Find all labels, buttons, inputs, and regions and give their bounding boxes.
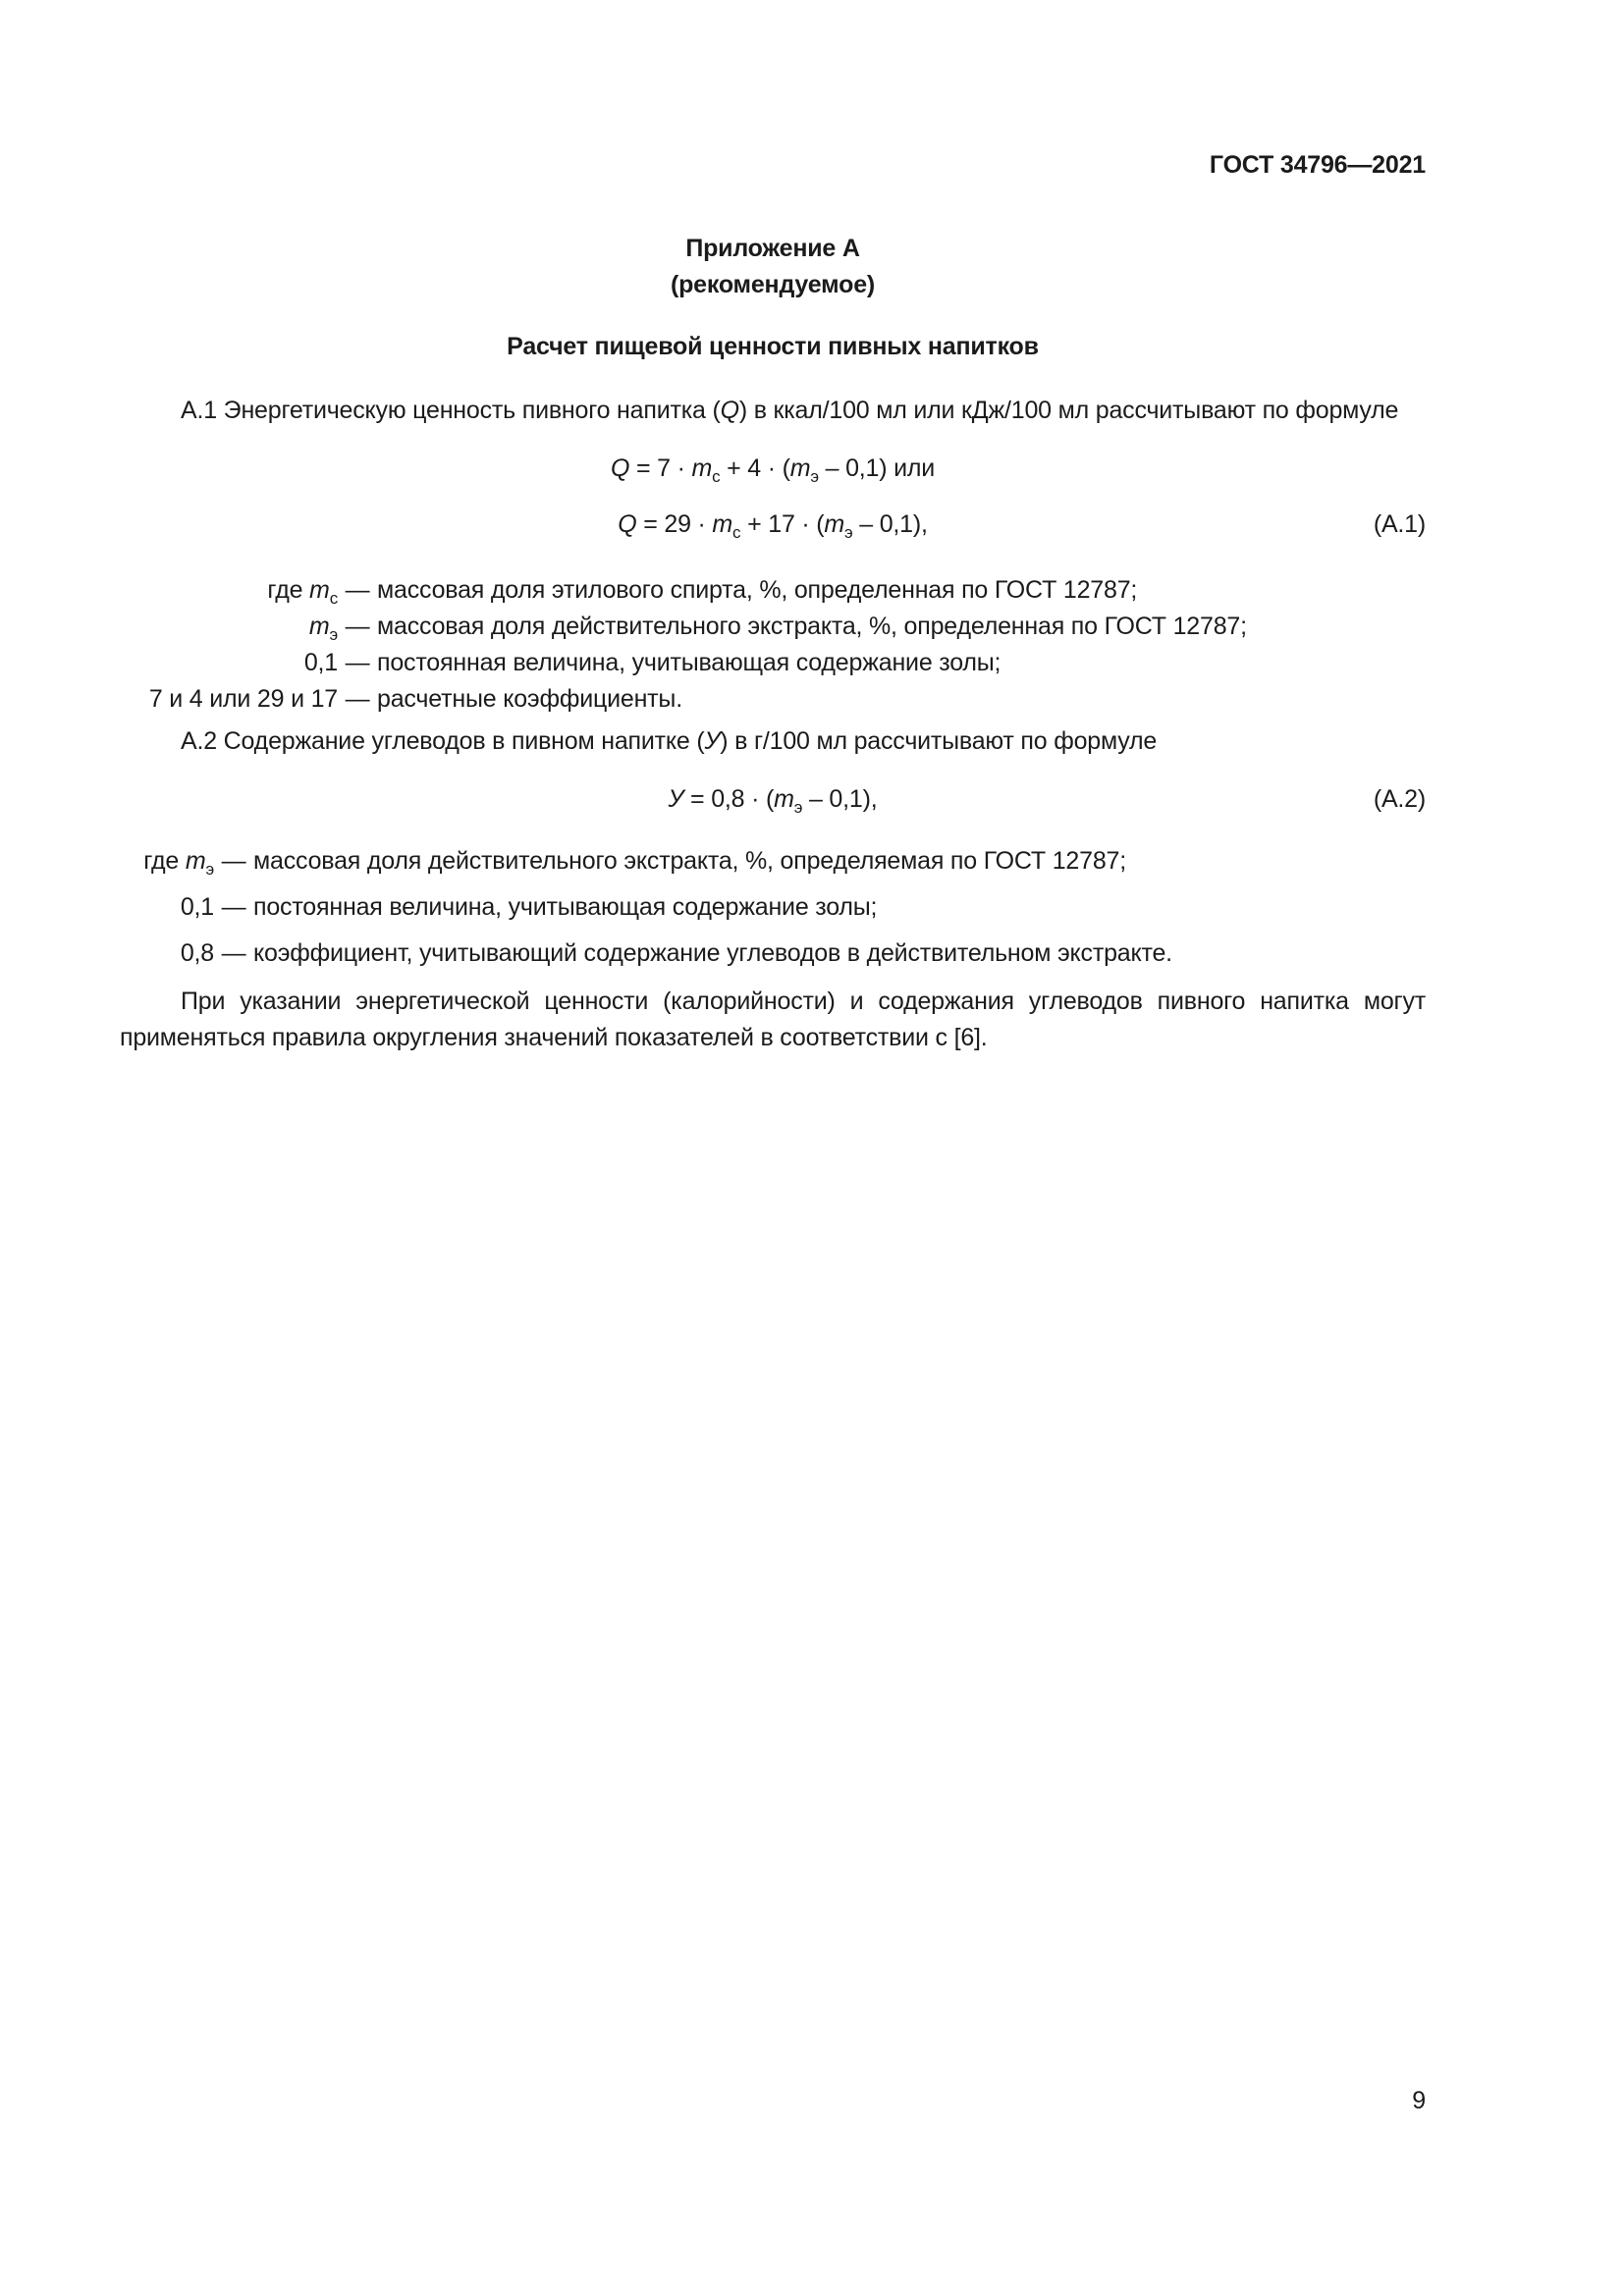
formula-variable-m: m — [789, 454, 811, 482]
definition-row — [120, 889, 1426, 926]
definition-text: массовая доля этилового спирта, %, определенная по ГОСТ 12787; — [377, 576, 1138, 604]
term-subscript: э — [329, 625, 338, 644]
term-subscript: э — [205, 860, 214, 879]
definition-dash: — — [221, 847, 246, 875]
definition-dash: — — [345, 685, 370, 713]
variable-q: Q — [720, 397, 739, 424]
definition-term — [120, 572, 338, 609]
definition-dash: — — [345, 613, 370, 640]
definition-term — [120, 609, 338, 645]
formula-number-a2: (А.2) — [1373, 785, 1426, 813]
formula-variable: Q — [618, 510, 637, 538]
page-number: 9 — [1412, 2087, 1426, 2114]
term-prefix: 0,1 — [180, 893, 214, 921]
formula-variable: У — [668, 785, 684, 813]
definition-text: постоянная величина, учитывающая содержание золы; — [377, 649, 1001, 676]
definition-row — [120, 572, 1426, 609]
formula-variable-m: m — [824, 510, 845, 538]
subscript-e: э — [810, 467, 819, 486]
definition-term — [120, 843, 214, 880]
formula-text: – 0,1), — [852, 510, 928, 538]
formula-text: = 0,8 · ( — [683, 785, 775, 813]
definition-row — [120, 645, 1426, 681]
closing-paragraph: При указании энергетической ценности (калорийности) и содержания углеводов пивного напитка могут применяться правила округления значений показателей в соответствии с [6]. — [120, 988, 1426, 1051]
definition-row — [120, 681, 1426, 718]
formula-a2 — [120, 781, 1426, 818]
variable-u: У — [704, 727, 721, 755]
formula-variable-m: m — [712, 510, 733, 538]
definition-term — [120, 681, 338, 718]
page-content — [120, 0, 1426, 1056]
paragraph-a2 — [120, 723, 1426, 760]
subscript-e: э — [844, 523, 853, 542]
term-prefix: где — [143, 847, 186, 875]
term-variable: m — [185, 847, 206, 875]
paragraph-a1-text-1: А.1 Энергетическую ценность пивного напитка ( — [181, 397, 721, 424]
appendix-label: Приложение А — [685, 235, 860, 262]
term-variable: m — [309, 576, 330, 604]
term-variable: m — [308, 613, 330, 640]
definition-dash: — — [345, 649, 370, 676]
paragraph-a2-text-2: ) в г/100 мл рассчитывают по формуле — [720, 727, 1158, 755]
document-code: ГОСТ 34796—2021 — [1209, 151, 1426, 179]
section-title: Расчет пищевой ценности пивных напитков — [507, 333, 1039, 360]
definitions-list-a1 — [120, 572, 1426, 718]
definition-text: массовая доля действительного экстракта, %, определенная по ГОСТ 12787; — [377, 613, 1247, 640]
definition-dash: — — [345, 576, 370, 604]
subscript-c: с — [712, 467, 721, 486]
paragraph-a2-text-1: А.2 Содержание углеводов в пивном напитке ( — [181, 727, 705, 755]
subscript-e: э — [793, 798, 803, 817]
formula-variable: Q — [610, 454, 630, 482]
formula-a1-line2 — [120, 507, 1426, 543]
term-prefix: 0,1 — [303, 649, 338, 676]
definition-row — [120, 935, 1426, 972]
term-prefix: 0,8 — [180, 939, 214, 967]
formula-a1-line1 — [120, 451, 1426, 487]
formula-number-a1: (А.1) — [1373, 510, 1426, 538]
definitions-list-a2 — [120, 843, 1426, 972]
definition-term — [120, 889, 214, 926]
definition-row — [120, 609, 1426, 645]
definition-text: массовая доля действительного экстракта, %, определяемая по ГОСТ 12787; — [253, 847, 1126, 875]
term-subscript: с — [329, 589, 338, 608]
definition-dash: — — [221, 893, 246, 921]
appendix-kind: (рекомендуемое) — [670, 271, 876, 298]
appendix-heading — [120, 231, 1426, 303]
formula-text: + 4 · ( — [720, 454, 790, 482]
formula-text: = 29 · — [636, 510, 713, 538]
definition-term — [120, 935, 214, 972]
definition-dash: — — [221, 939, 246, 967]
definition-text: постоянная величина, учитывающая содержание золы; — [253, 893, 878, 921]
definition-text: коэффициент, учитывающий содержание углеводов в действительном экстракте. — [253, 939, 1172, 967]
paragraph-a1-text-2: ) в ккал/100 мл или кДж/100 мл рассчитывают по формуле — [738, 397, 1399, 424]
formula-variable-m: m — [774, 785, 794, 813]
formula-text: = 7 · — [629, 454, 692, 482]
formula-variable-m: m — [691, 454, 713, 482]
definition-row — [120, 843, 1426, 880]
term-prefix: где — [267, 576, 310, 604]
formula-text: – 0,1) или — [818, 454, 936, 482]
definition-text: расчетные коэффициенты. — [377, 685, 682, 713]
formula-text: – 0,1), — [802, 785, 878, 813]
subscript-c: с — [732, 523, 741, 542]
term-prefix: 7 и 4 или 29 и 17 — [148, 685, 338, 713]
definition-term — [120, 645, 338, 681]
formula-text: + 17 · ( — [740, 510, 825, 538]
paragraph-a1 — [120, 393, 1426, 429]
